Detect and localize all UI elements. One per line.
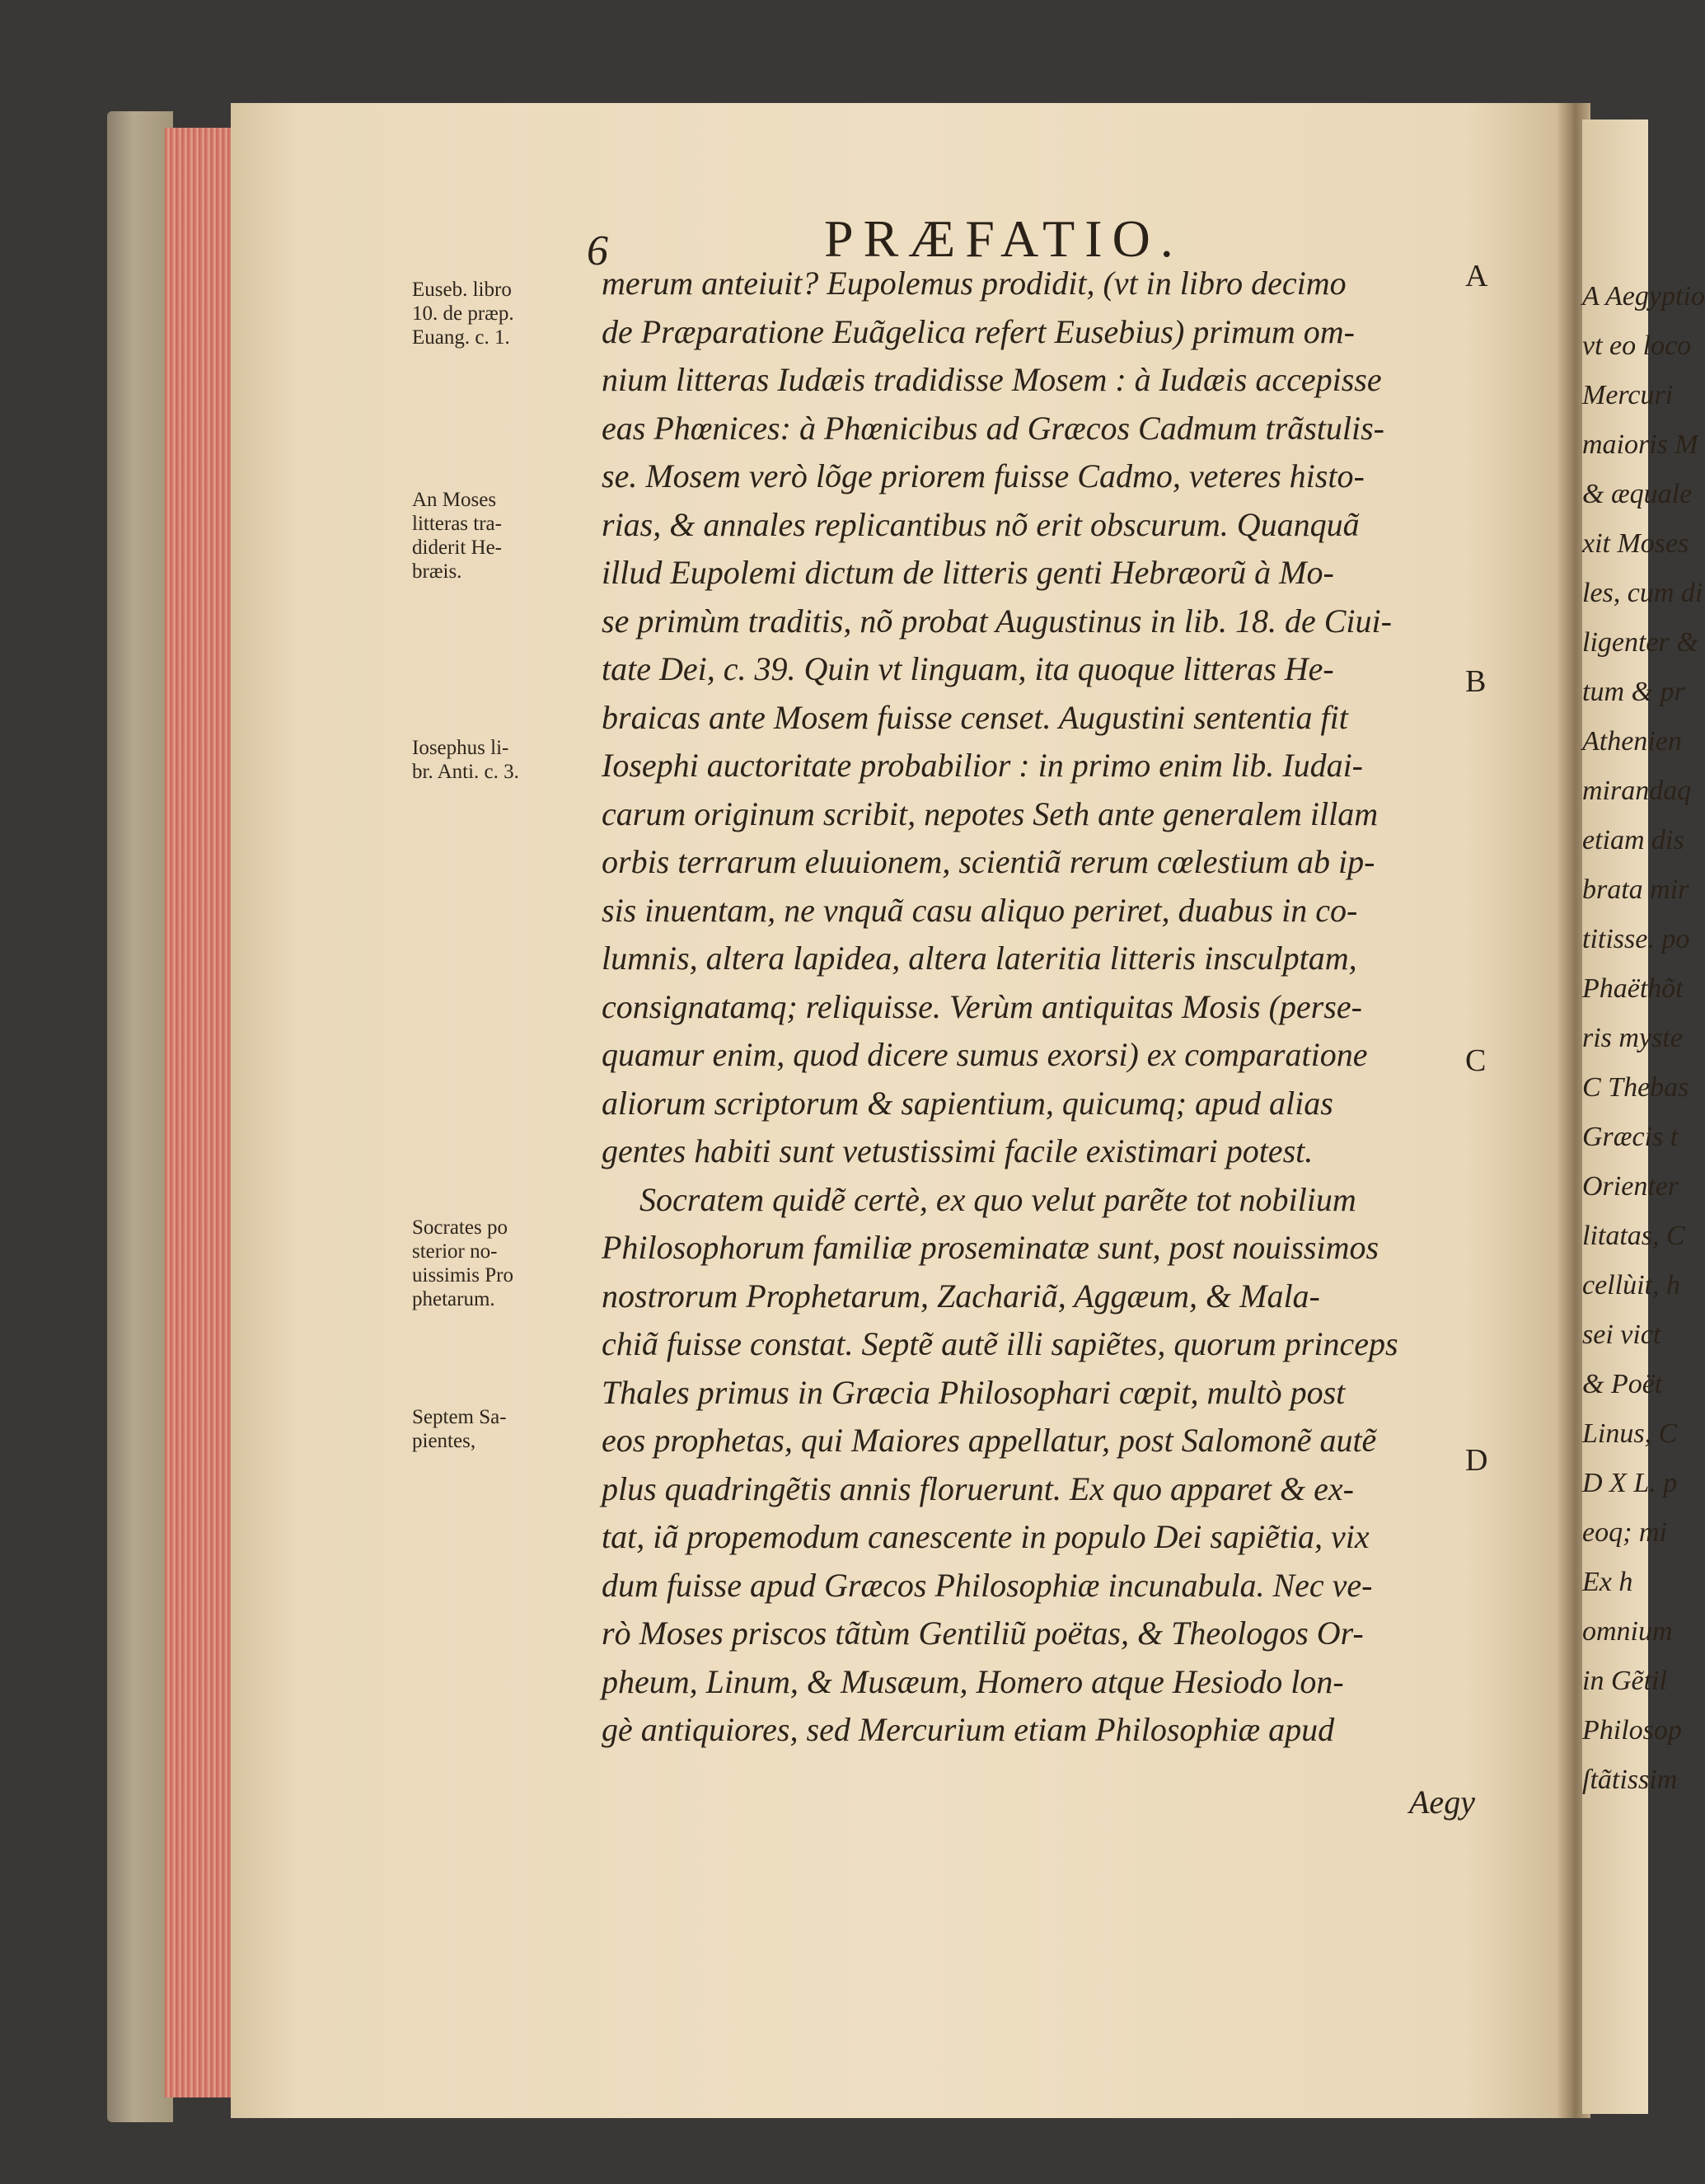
facing-page-line: les, cum di xyxy=(1582,578,1703,608)
margin-note-line: Socrates po xyxy=(412,1216,508,1239)
text-line: se primùm traditis, nõ probat Augustinus in lib. 18. de Ciui- xyxy=(602,602,1392,640)
facing-page-line: & Poët xyxy=(1582,1369,1663,1399)
text-line: orbis terrarum eluuionem, scientiã rerum cœlestium ab ip- xyxy=(602,843,1375,880)
text-line: eas Phœnices: à Phœnicibus ad Græcos Cadmum trãstulis- xyxy=(602,409,1384,447)
facing-page-line: brata mir xyxy=(1582,874,1689,905)
text-line: pheum, Linum, & Musæum, Homero atque Hesiodo lon- xyxy=(602,1662,1344,1700)
facing-page-line: Mercuri xyxy=(1582,380,1674,410)
facing-page-line: Philosop xyxy=(1582,1715,1682,1746)
facing-page-line: Athenien xyxy=(1582,726,1682,757)
margin-note-line: Euang. c. 1. xyxy=(412,326,510,349)
facing-page-line: xit Moses xyxy=(1582,528,1689,559)
facing-page-line: etiam dis xyxy=(1582,825,1684,855)
text-line: consignatamq; reliquisse. Verùm antiquitas Mosis (perse- xyxy=(602,987,1362,1025)
facing-page-line: titisse. po xyxy=(1582,924,1690,954)
facing-page-line: sei vict xyxy=(1582,1319,1661,1350)
margin-note-line: bræis. xyxy=(412,560,462,583)
facing-page-line: tum & pr xyxy=(1582,677,1685,707)
margin-note-line: An Moses xyxy=(412,489,497,511)
text-line: nostrorum Prophetarum, Zachariã, Aggæum, & Mala- xyxy=(602,1277,1320,1315)
text-line: carum originum scribit, nepotes Seth ante generalem illam xyxy=(602,794,1379,832)
text-line: tate Dei, c. 39. Quin vt linguam, ita quoque litteras He- xyxy=(602,650,1334,687)
facing-page-line: C Thebas xyxy=(1582,1072,1689,1103)
catchword: Aegy xyxy=(1409,1783,1475,1821)
margin-note-line: litteras tra- xyxy=(412,513,502,535)
margin-note-line: diderit He- xyxy=(412,537,502,559)
section-letter-a: A xyxy=(1465,259,1488,293)
book-cover-edge xyxy=(107,111,173,2122)
margin-note-line: phetarum. xyxy=(412,1288,495,1310)
margin-note-line: Iosephus li- xyxy=(412,737,509,759)
facing-page-line: A Aegyptio xyxy=(1582,281,1705,312)
section-letter-d: D xyxy=(1465,1443,1488,1478)
text-line: braicas ante Mosem fuisse censet. Augustini sententia fit xyxy=(602,698,1348,736)
section-letter-c: C xyxy=(1465,1043,1487,1078)
page-edges xyxy=(165,128,239,2097)
margin-note-line: Euseb. libro xyxy=(412,279,512,301)
facing-page-line: D X L. p xyxy=(1582,1468,1678,1498)
facing-page-line: vt eo loco xyxy=(1582,330,1692,361)
margin-note-line: uissimis Pro xyxy=(412,1264,513,1286)
facing-page-line: cellùit, h xyxy=(1582,1270,1680,1301)
text-line: Iosephi auctoritate probabilior : in primo enim lib. Iudai- xyxy=(602,747,1364,784)
text-line: de Præparatione Euãgelica refert Eusebius) primum om- xyxy=(602,312,1355,350)
text-line: merum anteiuit? Eupolemus prodidit, (vt in libro decimo xyxy=(602,265,1347,302)
margin-note-line: Septem Sa- xyxy=(412,1406,507,1428)
text-line: eos prophetas, qui Maiores appellatur, post Salomonẽ autẽ xyxy=(602,1422,1377,1459)
facing-page-line: omnium xyxy=(1582,1616,1673,1647)
facing-page xyxy=(1582,120,1705,2114)
facing-page-line: Ex h xyxy=(1582,1567,1633,1597)
margin-note xyxy=(412,1216,577,1311)
text-line: Thales primus in Græcia Philosophari cœpit, multò post xyxy=(602,1373,1346,1411)
text-line: Philosophorum familiæ proseminatæ sunt, post nouissimos xyxy=(602,1229,1379,1266)
text-line: illud Eupolemi dictum de litteris genti Hebræorũ à Mo- xyxy=(602,554,1334,591)
facing-page-line: eoq; mi xyxy=(1582,1517,1667,1548)
text-line: tat, iã propemodum canescente in populo Dei sapiẽtia, vix xyxy=(602,1518,1370,1555)
facing-page-line: Orienter xyxy=(1582,1171,1679,1202)
margin-note-line: sterior no- xyxy=(412,1240,498,1263)
facing-page-line: & æquale xyxy=(1582,479,1693,509)
margin-note xyxy=(412,1405,577,1453)
margin-note xyxy=(412,278,577,349)
text-line: chiã fuisse constat. Septẽ autẽ illi sapiẽtes, quorum princeps xyxy=(602,1325,1398,1362)
text-line: rias, & annales replicantibus nõ erit obscurum. Quanquã xyxy=(602,505,1360,543)
text-line: gentes habiti sunt vetustissimi facile existimari potest. xyxy=(602,1132,1314,1169)
facing-page-line: Phaëthõt xyxy=(1582,973,1684,1004)
facing-page-line: litatas, C xyxy=(1582,1221,1685,1251)
text-line: rò Moses priscos tãtùm Gentiliũ poëtas, & Theologos Or- xyxy=(602,1615,1364,1652)
facing-page-line: maioris M xyxy=(1582,429,1698,460)
text-line: plus quadringẽtis annis floruerunt. Ex quo apparet & ex- xyxy=(602,1469,1354,1507)
margin-note xyxy=(412,488,577,583)
text-line: quamur enim, quod dicere sumus exorsi) ex comparatione xyxy=(602,1036,1368,1073)
text-line: sis inuentam, ne vnquã casu aliquo periret, duabus in co- xyxy=(602,891,1358,929)
margin-note-line: 10. de præp. xyxy=(412,302,514,325)
facing-page-line: Linus, C xyxy=(1582,1418,1678,1449)
text-line: se. Mosem verò lõge priorem fuisse Cadmo, veteres histo- xyxy=(602,457,1365,494)
text-line: gè antiquiores, sed Mercurium etiam Philosophiæ apud xyxy=(602,1711,1335,1748)
text-line: nium litteras Iudæis tradidisse Mosem : à Iudæis accepisse xyxy=(602,361,1382,398)
facing-page-line: in Gẽtil xyxy=(1582,1666,1667,1696)
text-line: aliorum scriptorum & sapientium, quicumq; apud alias xyxy=(602,1084,1333,1122)
main-text xyxy=(602,260,1475,1755)
facing-page-text xyxy=(1582,272,1705,1805)
page-number: 6 xyxy=(587,227,608,274)
facing-page-line: Græcis t xyxy=(1582,1122,1679,1152)
text-line: Socratem quidẽ certè, ex quo velut parẽte tot nobilium xyxy=(639,1180,1356,1218)
facing-page-line: ris myste xyxy=(1582,1023,1683,1053)
book xyxy=(107,103,1705,2130)
running-head: PRÆFATIO. xyxy=(824,209,1183,268)
margin-note xyxy=(412,736,577,784)
text-line: lumnis, altera lapidea, altera lateritia litteris insculptam, xyxy=(602,940,1357,977)
margin-note-line: pientes, xyxy=(412,1430,476,1452)
section-letter-b: B xyxy=(1465,664,1487,699)
left-page xyxy=(231,103,1574,2118)
margin-note-line: br. Anti. c. 3. xyxy=(412,761,519,783)
text-line: dum fuisse apud Græcos Philosophiæ incunabula. Nec ve- xyxy=(602,1566,1373,1604)
facing-page-line: ligenter & xyxy=(1582,627,1698,658)
facing-page-line: ſtãtissim xyxy=(1582,1765,1678,1795)
facing-page-line: mirandaq xyxy=(1582,776,1692,806)
